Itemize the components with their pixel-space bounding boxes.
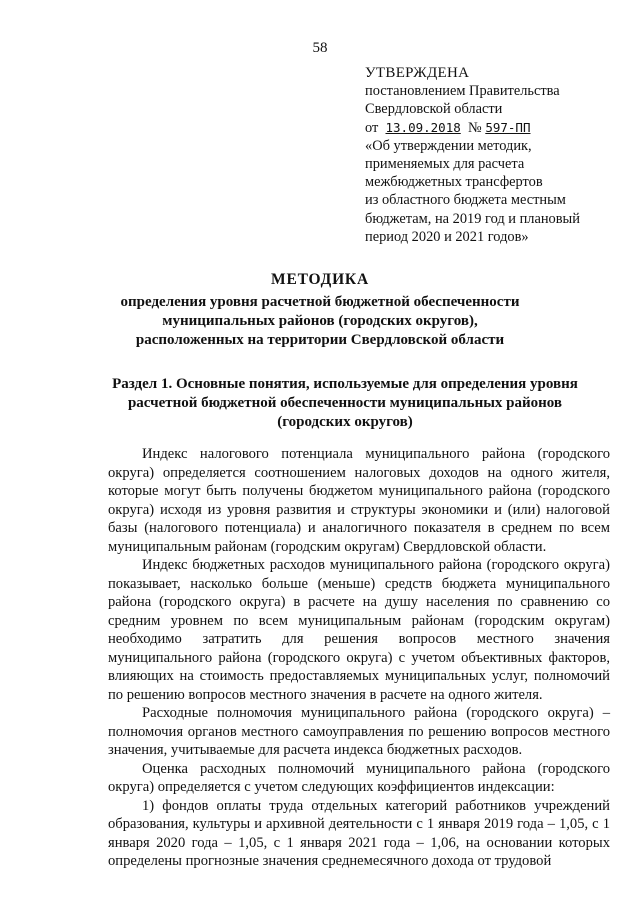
body-text [108,445,610,871]
approval-stamp: УТВЕРЖДЕНА [365,65,470,81]
approval-date-line [365,119,605,137]
title-line: расположенных на территории Свердловской области [135,332,505,348]
approval-number: 597-ПП [485,119,531,135]
number-prefix: № [467,119,482,136]
doc-title-line: «Об утверждении методик, [365,137,532,154]
doc-title-line: из областного бюджета местным [365,192,566,209]
section-line: Раздел 1. Основные понятия, используемые для определения уровня [112,376,578,392]
doc-title-line: период 2020 и 2021 годов» [365,228,529,245]
approval-date: 13.09.2018 [385,119,461,135]
section-heading [95,375,595,432]
paragraph: 1) фондов оплаты труда отдельных категорий работников учреждений образования, культуры и архивной деятельности с 1 января 2019 года – 1,05, с 1 января 2020 года – 1,05, с 1 января 2021 года – 1,06, на основании которых определены прогнозные значения среднемесячного дохода от трудовой [108,797,610,869]
doc-title-line: межбюджетных трансфертов [365,174,543,191]
doc-title-line: бюджетам, на 2019 год и плановый [365,210,580,227]
section-line: расчетной бюджетной обеспеченности муниципальных районов [127,395,563,411]
section-line: (городских округов) [277,414,413,430]
paragraph: Индекс бюджетных расходов муниципального района (городского округа) показывает, насколько больше (меньше) средств бюджета муниципального района (городского округа) в расчете на душу населения по сравнению со средним уровнем по всем муниципальным районам (городским округам) необходимо затратить для решения вопросов местного значения муниципального района (городского округа) с учетом объективных факторов, влияющих на стоимость предоставляемых муниципальных услуг, полномочий по решению вопросов местного значения в расчете на одного жителя. [108,557,610,703]
date-prefix: от [365,119,379,136]
approval-line-1: постановлением Правительства [365,83,560,100]
title-line: определения уровня расчетной бюджетной обеспеченности [120,294,520,310]
document-title [0,270,640,350]
title-main: МЕТОДИКА [271,271,369,288]
approval-block [365,64,605,246]
doc-title-line: применяемых для расчета [365,156,525,173]
page-number: 58 [312,40,328,56]
title-line: муниципальных районов (городских округов), [162,313,478,329]
approval-line-2: Свердловской области [365,101,503,118]
paragraph: Оценка расходных полномочий муниципального района (городского округа) определяется с учетом следующих коэффициентов индексации: [108,760,610,795]
paragraph: Индекс налогового потенциала муниципального района (городского округа) определяется соотношением налоговых доходов на одного жителя, которые могут быть получены бюджетом муниципального района (городского округа) исходя из уровня развития и структуры экономики и (или) налоговой базы (налогового потенциала) и аналогичного показателя в среднем по всем муниципальным районам (городским округам) Свердловской области. [108,446,610,555]
paragraph: Расходные полномочия муниципального района (городского округа) – полномочия органов местного самоуправления по решению вопросов местного значения, учитываемые для расчета индекса бюджетных расходов. [108,705,610,758]
